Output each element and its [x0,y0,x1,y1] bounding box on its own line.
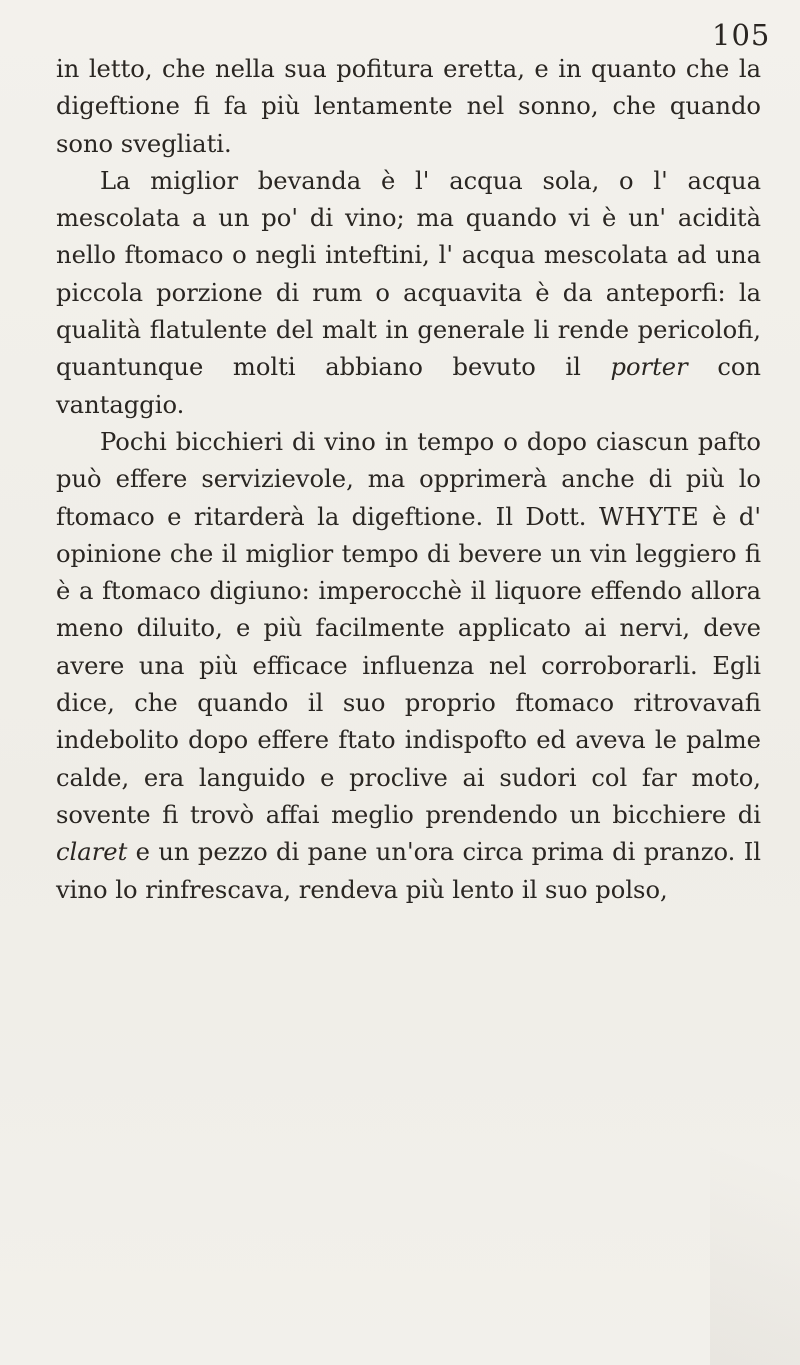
paragraph-3-text-a: Pochi bicchieri di vino in tempo o dopo ciascun pafto può effere servizievole, ma opprimerà anche di più lo ftomaco e ritarderà la digeftione. Il Dott. [56,427,761,531]
italic-word-claret: claret [56,838,128,867]
italic-word-porter: porter [610,353,688,382]
paragraph-2-text-b: con vantaggio. [56,353,761,419]
page-number: 105 [712,18,771,52]
paragraph-3 [56,424,761,909]
author-name-whyte: WHYTE [598,502,700,531]
paragraph-1: in letto, che nella sua pofitura eretta, e in quanto che la digeftione fi fa più lentamente nel sonno, che quando sono svegliati. [56,55,761,158]
paragraph-3-text-c: e un pezzo di pane un'ora circa prima di pranzo. Il vino lo rinfrescava, rendeva più lento il suo polso, [56,838,761,904]
page-shadow [710,1025,800,1365]
paragraph-3-text-b: è d' opinione che il miglior tempo di bevere un vin leggiero fi è a ftomaco digiuno: imperocchè il liquore effendo allora meno diluito, e più facilmente applicato ai nervi, deve avere una più efficace influenza nel corroborarli. Egli dice, che quando il suo proprio ftomaco ritrovavafi indebolito dopo effere ftato indispofto ed aveva le palme calde, era languido e proclive ai sudori col far moto, sovente fi trovò affai meglio prendendo un bicchiere di [56,502,761,829]
paragraph-2 [56,163,761,424]
page-body-text [56,51,761,909]
paragraph-2-text-a: La miglior bevanda è l' acqua sola, o l' acqua mescolata a un po' di vino; ma quando vi è un' acidità nello ftomaco o negli inteftini, l' acqua mescolata ad una piccola porzione di rum o acquavita è da anteporfi: la qualità flatulente del malt in generale li rende pericolofi, quantunque molti abbiano bevuto il [56,166,761,382]
